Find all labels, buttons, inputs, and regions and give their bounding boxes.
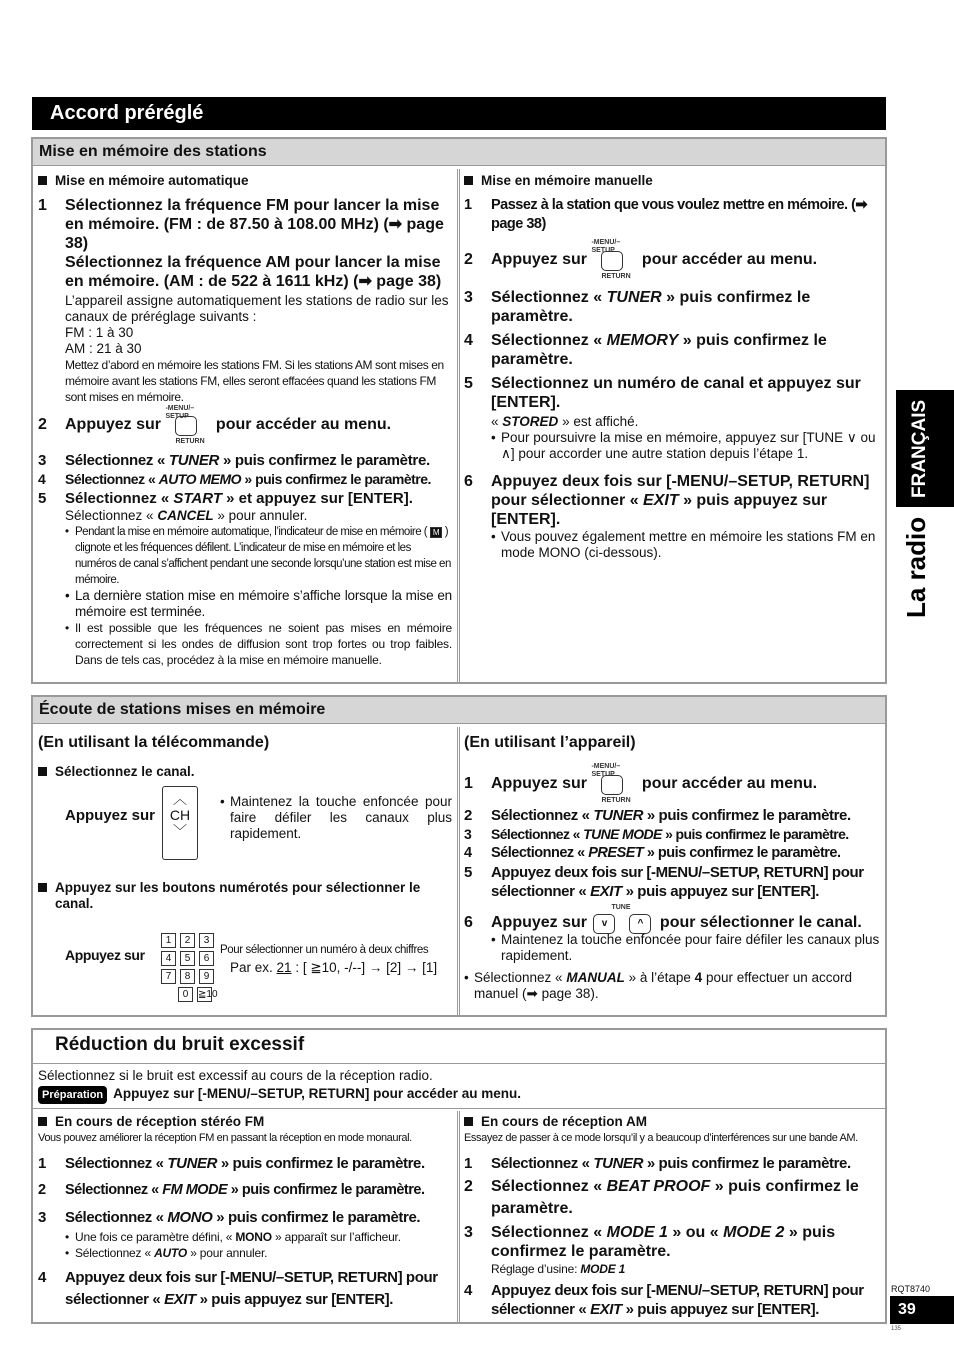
language-label: FRANÇAIS	[909, 399, 930, 498]
memory-indicator-icon: M	[430, 527, 442, 538]
listen-header: Écoute de stations mises en mémoire	[33, 697, 885, 724]
listen-panel	[31, 695, 887, 1017]
auto-memory-column: Mise en mémoire automatique 1 Sélectionnez la fréquence FM pour lancer la mise en mémoire. (FM : de 87.50 à 108.00 MHz) (➡ page 38) Sélectionnez la fréquence AM pour lancer la mise en mémoire. (AM : de 522 à 1611 kHz) (➡ page 38) L’appareil assigne automatiquement les stations de radio sur les canaux de préréglage suivants : FM : 1 à 30 AM : 21 à 30 Mettez d’abord en mémoire les stations FM. Si les stations AM sont mises en mémoire avant les stations FM, elles seront effacées quand les stations FM sont mises en mémoire. 2 Appuyez sur -MENU/–SETUP RETURN pour accéder au menu. 3 Sélectionnez « TUNER » puis confirmez le paramètre. 4 Sélectionnez « AUTO MEMO » puis confirmez le paramètre. 5 Sélectionnez « START » et appuyez sur [ENTER]. Sélectionnez « CANCEL » pour annuler. • Pendant la mise en mémoire automatique, l’indicateur de mise en mémoire ( M ) clignote et les fréquences défilent. L’indicateur de mise en mémoire et les numéros de canal s’affichent pendant une seconde lorsqu’une station est mise en mémoire. • La dernière station mise en mémoire s’affiche lorsque la mise en mémoire est terminée. • Il est possible que les fréquences ne soient pas mises en mémoire correctement si les ondes de diffusion sont trop fortes ou trop faibles. Dans de tels cas, procédez à la mise en mémoire manuelle.	[38, 173, 452, 682]
menu-button-icon	[601, 775, 623, 795]
channel-button: ︿ CH ﹀	[162, 786, 198, 860]
document-small-code: 135	[891, 1326, 902, 1332]
menu-button-icon	[175, 416, 197, 436]
tune-up-icon: ^	[629, 914, 651, 934]
memory-header: Mise en mémoire des stations	[33, 139, 885, 166]
number-keypad: 1 2 3 4 5 6 7 8 9 0 ≧10	[161, 930, 221, 1002]
page-title: Accord préréglé	[32, 97, 886, 130]
auto-note4: Mettez d’abord en mémoire les stations FM. Si les stations AM sont mises en mémoire avant les stations FM, elles seront effacées quand les stations FM sont mises en mémoire.	[65, 358, 444, 404]
chevron-down-icon: ﹀	[173, 823, 187, 839]
chevron-up-icon: ︿	[173, 791, 187, 807]
auto-note3: AM : 21 à 30	[65, 341, 142, 356]
preparation-badge: Préparation	[38, 1086, 107, 1104]
memory-panel	[31, 137, 887, 684]
auto-step1-fm: Sélectionnez la fréquence FM pour lancer la mise en mémoire. (FM : de 87.50 à 108.00 MHz) (➡ page 38)	[65, 197, 444, 252]
section-label: La radio	[901, 516, 931, 618]
auto-step1-am: Sélectionnez la fréquence AM pour lancer la mise en mémoire. (AM : de 522 à 1611 kHz) (➡ page 38)	[65, 254, 442, 290]
document-code: RQT8740	[891, 1284, 931, 1294]
menu-button-icon	[601, 251, 623, 271]
noise-title: Réduction du bruit excessif	[33, 1030, 885, 1064]
language-tab	[896, 390, 954, 507]
auto-note2: FM : 1 à 30	[65, 325, 134, 340]
remote-column: (En utilisant la télécommande) Sélectionnez le canal. Appuyez sur ︿ CH ﹀ • Maintenez la touche enfoncée pour faire défiler les canaux plus rapidement. Appuyez sur les boutons numérotés pour sélectionner le canal. Appuyez sur 1 2 3 4 5 6 7 8 9 0 ≧10 Pour sélectionner un numéro à deux chiffres Par ex. 21 : [ ≧10, -/--] → [2] → [1]	[38, 733, 452, 1015]
noise-panel: Réduction du bruit excessif Sélectionnez si le bruit est excessif au cours de la réception radio. Préparation Appuyez sur [-MENU/–SETUP, RETURN] pour accéder au menu. En cours de réception stéréo FM Vous pouvez améliorer la réception FM en passant la réception en mode monaural. 1 Sélectionnez « TUNER » puis confirmez le paramètre. 2 Sélectionnez « FM MODE » puis confirmez le paramètre. 3 Sélectionnez « MONO » puis confirmez le paramètre. • Une fois ce paramètre défini, « MONO » apparaît sur l’afficheur. • Sélectionnez « AUTO » pour annuler. 4 Appuyez deux fois sur [-MENU/–SETUP, RETURN] pour sélectionner « EXIT » puis appuyez sur [ENTER]. En cours de réception AM Essayez de passer à ce mode lorsqu’il y a beaucoup d’interférences sur une bande AM. 1 Sélectionnez « TUNER » puis confirmez le paramètre. 2 Sélectionnez « BEAT PROOF » puis confirmez le paramètre. 3 Sélectionnez « MODE 1 » ou « MODE 2 » puis confirmez le paramètre. Réglage d’usine: MODE 1 4 Appuyez deux fois sur [-MENU/–SETUP, RETURN] pour sélectionner « EXIT » puis appuyez sur [ENTER].	[31, 1028, 887, 1324]
noise-intro: Sélectionnez si le bruit est excessif au cours de la réception radio.	[38, 1068, 433, 1083]
tune-down-icon: v	[593, 914, 615, 934]
am-column: En cours de réception AM Essayez de passer à ce mode lorsqu’il y a beaucoup d’interférences sur une bande AM. 1 Sélectionnez « TUNER » puis confirmez le paramètre. 2 Sélectionnez « BEAT PROOF » puis confirmez le paramètre. 3 Sélectionnez « MODE 1 » ou « MODE 2 » puis confirmez le paramètre. Réglage d’usine: MODE 1 4 Appuyez deux fois sur [-MENU/–SETUP, RETURN] pour sélectionner « EXIT » puis appuyez sur [ENTER].	[464, 1114, 864, 1318]
manual-heading: Mise en mémoire manuelle	[481, 173, 653, 188]
manual-memory-column: Mise en mémoire manuelle 1 Passez à la station que vous voulez mettre en mémoire. (➡ page 38) 2 Appuyez sur -MENU/–SETUP RETURN pour accéder au menu. 3 Sélectionnez « TUNER » puis confirmez le paramètre. 4 Sélectionnez « MEMORY » puis confirmez le paramètre. 5 Sélectionnez un numéro de canal et appuyez sur [ENTER]. « STORED » est affiché. • Pour poursuivre la mise en mémoire, appuyez sur [TUNE ∨ ou ∧] pour accorder une autre station depuis l’étape 1. 6 Appuyez deux fois sur [-MENU/–SETUP, RETURN] pour sélectionner « EXIT » puis appuyez sur [ENTER]. • Vous pouvez également mettre en mémoire les stations FM en mode MONO (ci-dessous).	[464, 173, 884, 682]
page-number: 39	[890, 1296, 954, 1324]
unit-heading: (En utilisant l’appareil)	[464, 734, 636, 751]
unit-column: (En utilisant l’appareil) 1 Appuyez sur -MENU/–SETUP RETURN pour accéder au menu. 2 Sélectionnez « TUNER » puis confirmez le paramètre. 3 Sélectionnez « TUNE MODE » puis confirmez le paramètre. 4 Sélectionnez « PRESET » puis confirmez le paramètre. 5 Appuyez deux fois sur [-MENU/–SETUP, RETURN] pour sélectionner « EXIT » puis appuyez sur [ENTER]. 6 Appuyez sur TUNE v ^ pour sélectionner le canal. • Maintenez la touche enfoncée pour faire défiler les canaux plus rapidement. • Sélectionnez « MANUAL » à l’étape 4 pour effectuer un accord manuel (➡ page 38).	[464, 733, 884, 1015]
fm-column: En cours de réception stéréo FM Vous pouvez améliorer la réception FM en passant la réception en mode monaural. 1 Sélectionnez « TUNER » puis confirmez le paramètre. 2 Sélectionnez « FM MODE » puis confirmez le paramètre. 3 Sélectionnez « MONO » puis confirmez le paramètre. • Une fois ce paramètre défini, « MONO » apparaît sur l’afficheur. • Sélectionnez « AUTO » pour annuler. 4 Appuyez deux fois sur [-MENU/–SETUP, RETURN] pour sélectionner « EXIT » puis appuyez sur [ENTER].	[38, 1114, 452, 1322]
auto-heading: Mise en mémoire automatique	[55, 173, 249, 188]
auto-note1: L’appareil assigne automatiquement les stations de radio sur les canaux de préréglage suivants :	[65, 293, 449, 324]
side-tab	[896, 390, 954, 622]
remote-heading: (En utilisant la télécommande)	[38, 734, 270, 751]
